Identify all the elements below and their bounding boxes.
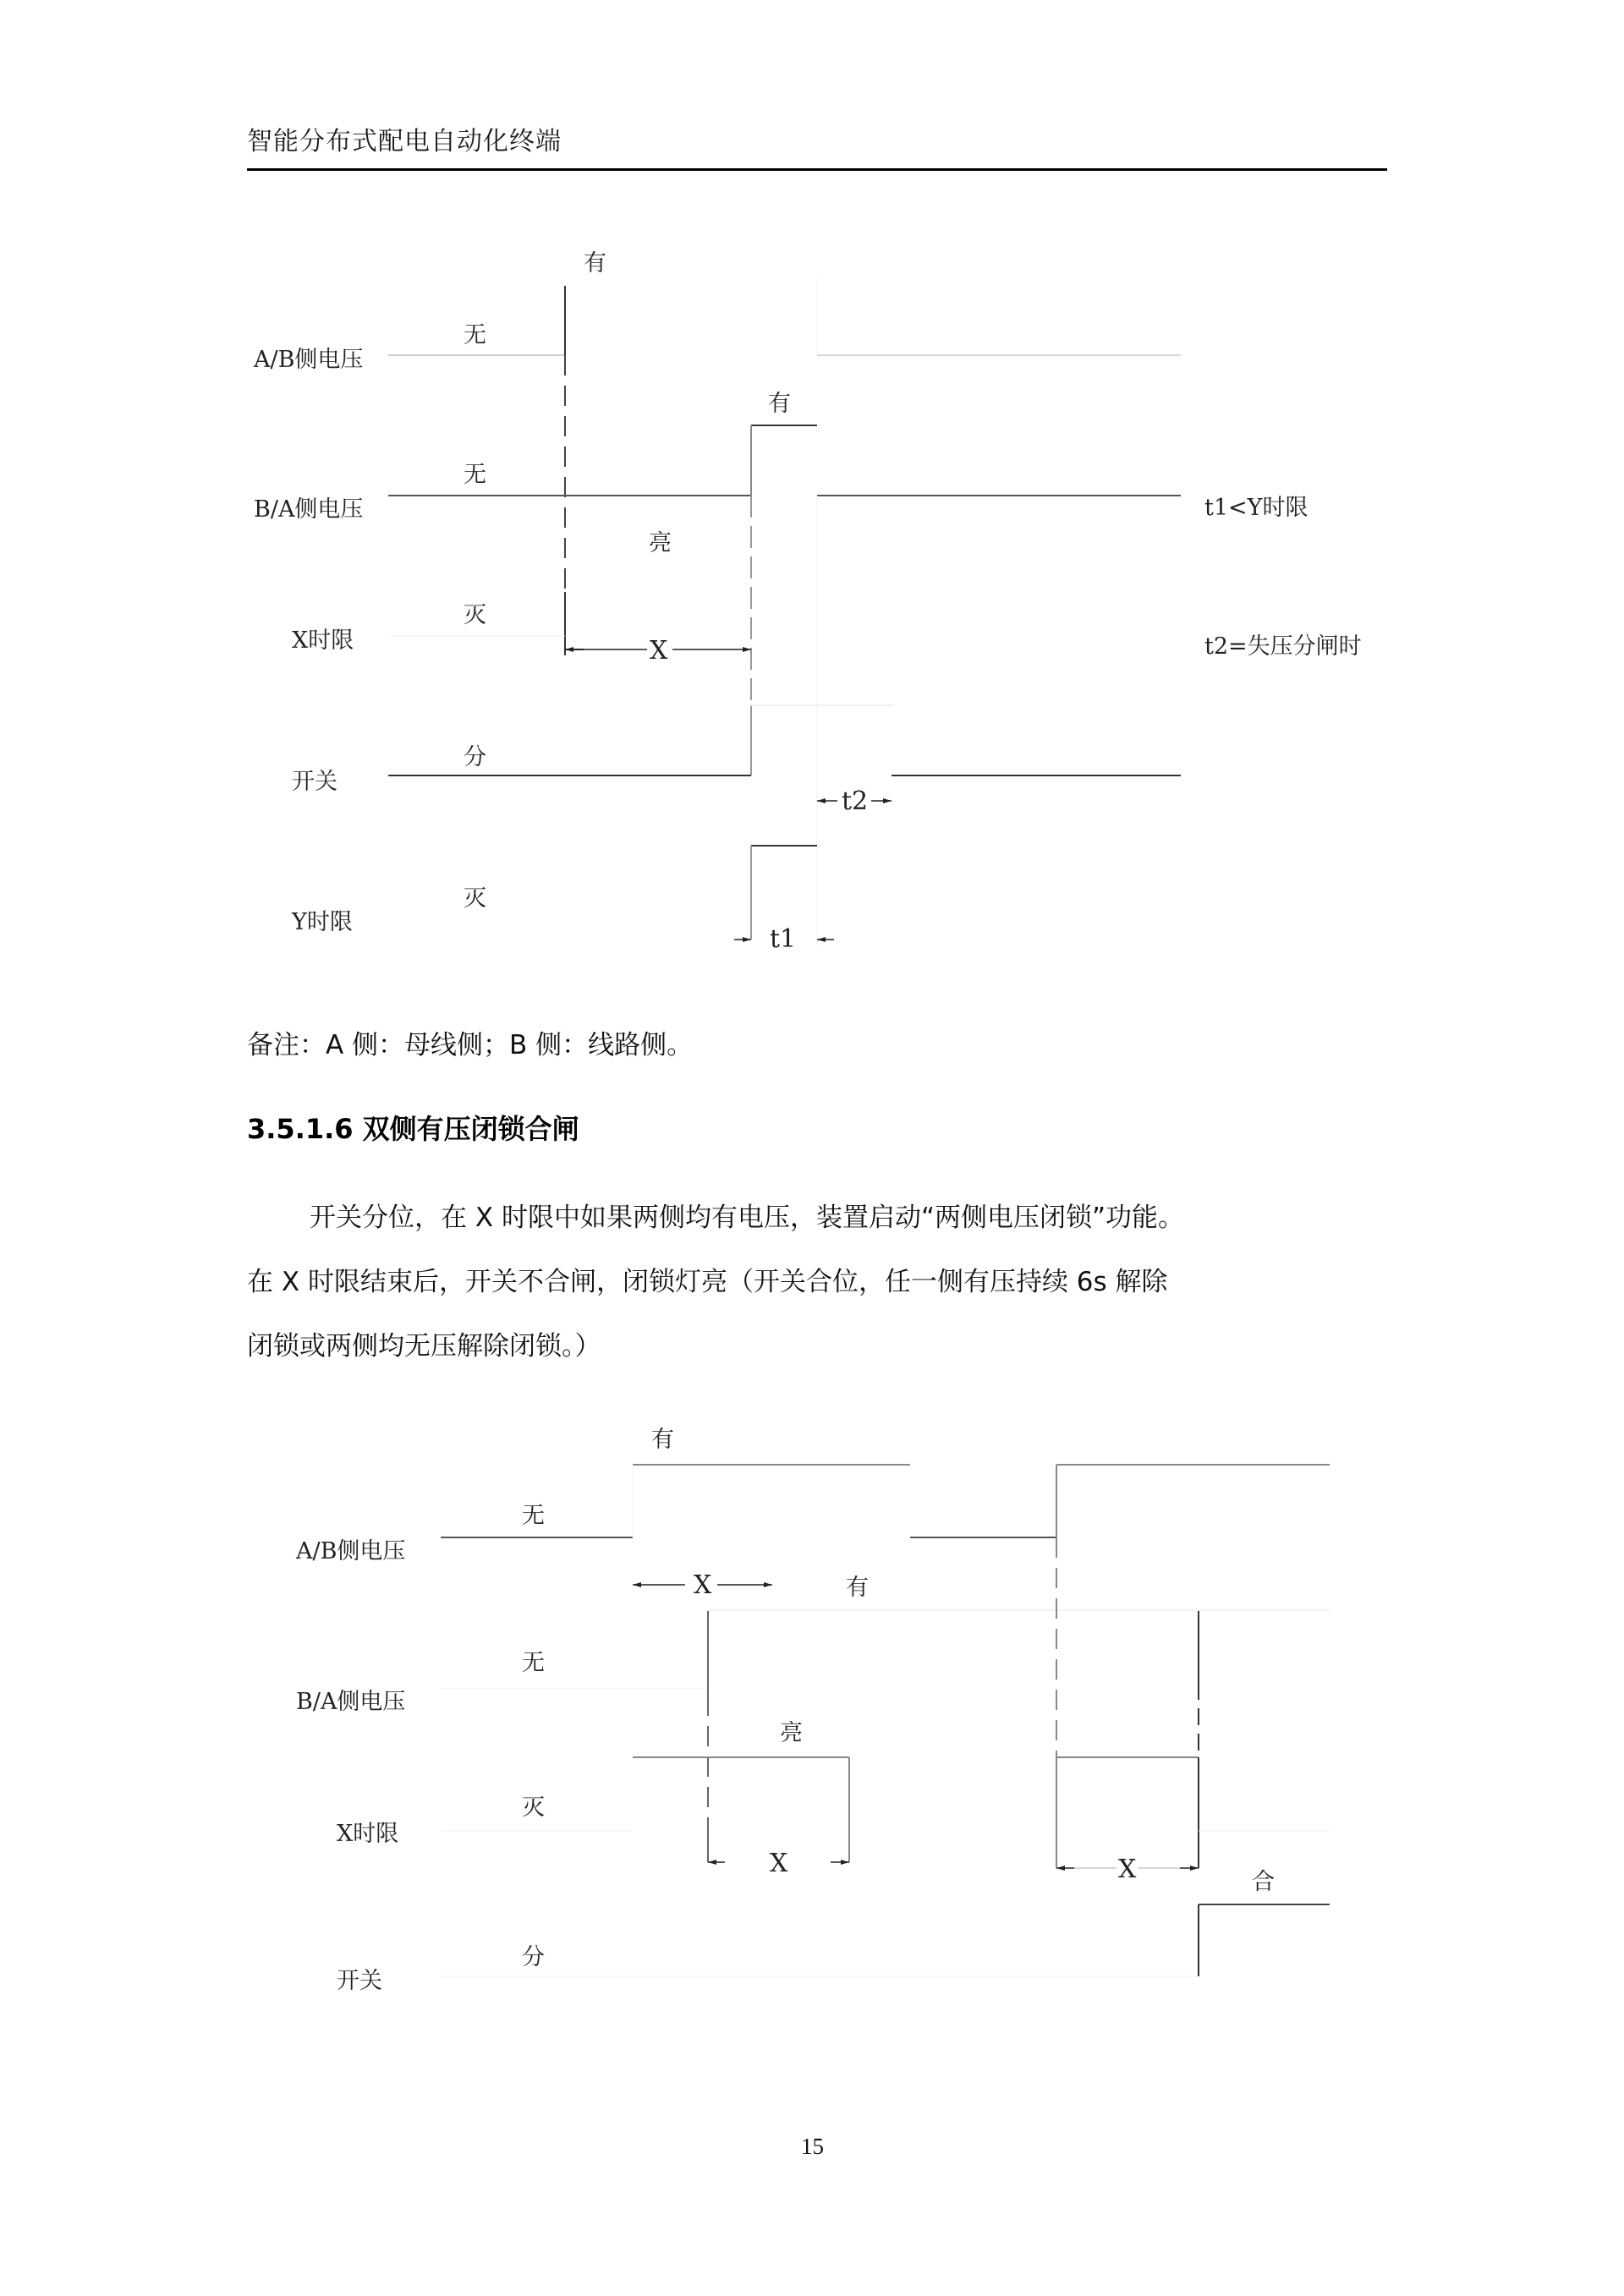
running-header-title: 智能分布式配电自动化终端 bbox=[247, 127, 562, 156]
d2-x-off-label: 灭 bbox=[522, 1795, 545, 1821]
d2-x-on-label: 亮 bbox=[780, 1720, 803, 1746]
d1-ba-off-label: 无 bbox=[464, 462, 486, 488]
d1-row-label-ba: B/A侧电压 bbox=[254, 496, 364, 523]
section-heading: 3.5.1.6 双侧有压闭锁合闸 bbox=[247, 1113, 579, 1145]
d1-ab-on-label: 有 bbox=[584, 250, 606, 277]
remark-text: 备注：A 侧：母线侧；B 侧：线路侧。 bbox=[247, 1030, 694, 1060]
d2-x1-dim-label: X bbox=[694, 1570, 712, 1600]
d1-ba-on-label: 有 bbox=[768, 391, 791, 417]
d1-note-t1: t1<Y时限 bbox=[1204, 495, 1309, 521]
d1-row-label-switch: 开关 bbox=[292, 769, 337, 795]
d2-row-label-switch: 开关 bbox=[337, 1968, 382, 1994]
d2-ab-off-label: 无 bbox=[522, 1503, 545, 1529]
d2-sw-close-label: 合 bbox=[1252, 1869, 1275, 1895]
d1-row-label-ab: A/B侧电压 bbox=[254, 347, 364, 373]
d1-ab-off-label: 无 bbox=[464, 322, 486, 348]
d2-ab-on-label: 有 bbox=[651, 1427, 674, 1453]
d2-ba-off-label: 无 bbox=[522, 1650, 545, 1676]
d2-sw-open-label: 分 bbox=[522, 1944, 545, 1970]
d1-y-off-label: 灭 bbox=[464, 885, 486, 912]
d2-row-label-x: X时限 bbox=[337, 1821, 399, 1847]
d1-row-label-x: X时限 bbox=[292, 627, 354, 654]
d2-row-label-ba: B/A侧电压 bbox=[296, 1689, 406, 1715]
paragraph-line-3: 闭锁或两侧均无压解除闭锁。） bbox=[247, 1331, 601, 1362]
d1-x-off-label: 灭 bbox=[464, 602, 486, 628]
d1-t2-dim-label: t2 bbox=[842, 786, 869, 816]
d1-t1-dim-label: t1 bbox=[770, 924, 797, 954]
d1-sw-open-label: 分 bbox=[464, 744, 486, 770]
d1-row-label-y: Y时限 bbox=[292, 909, 353, 935]
d2-x2-dim-label: X bbox=[770, 1849, 788, 1878]
paragraph-line-1: 开关分位，在 X 时限中如果两侧均有电压，装置启动“两侧电压闭锁”功能。 bbox=[310, 1203, 1185, 1233]
d2-ba-on-label: 有 bbox=[846, 1575, 869, 1601]
paragraph-line-2: 在 X 时限结束后，开关不合闸，闭锁灯亮（开关合位，任一侧有压持续 6s 解除 bbox=[247, 1267, 1168, 1297]
d2-row-label-ab: A/B侧电压 bbox=[296, 1538, 406, 1564]
d2-x3-dim-label: X bbox=[1118, 1855, 1137, 1884]
page-number: 15 bbox=[801, 2134, 824, 2159]
d1-note-t2: t2=失压分闸时 bbox=[1204, 633, 1362, 660]
d1-x-dim-label: X bbox=[650, 636, 668, 666]
d1-x-on-label: 亮 bbox=[649, 530, 672, 556]
